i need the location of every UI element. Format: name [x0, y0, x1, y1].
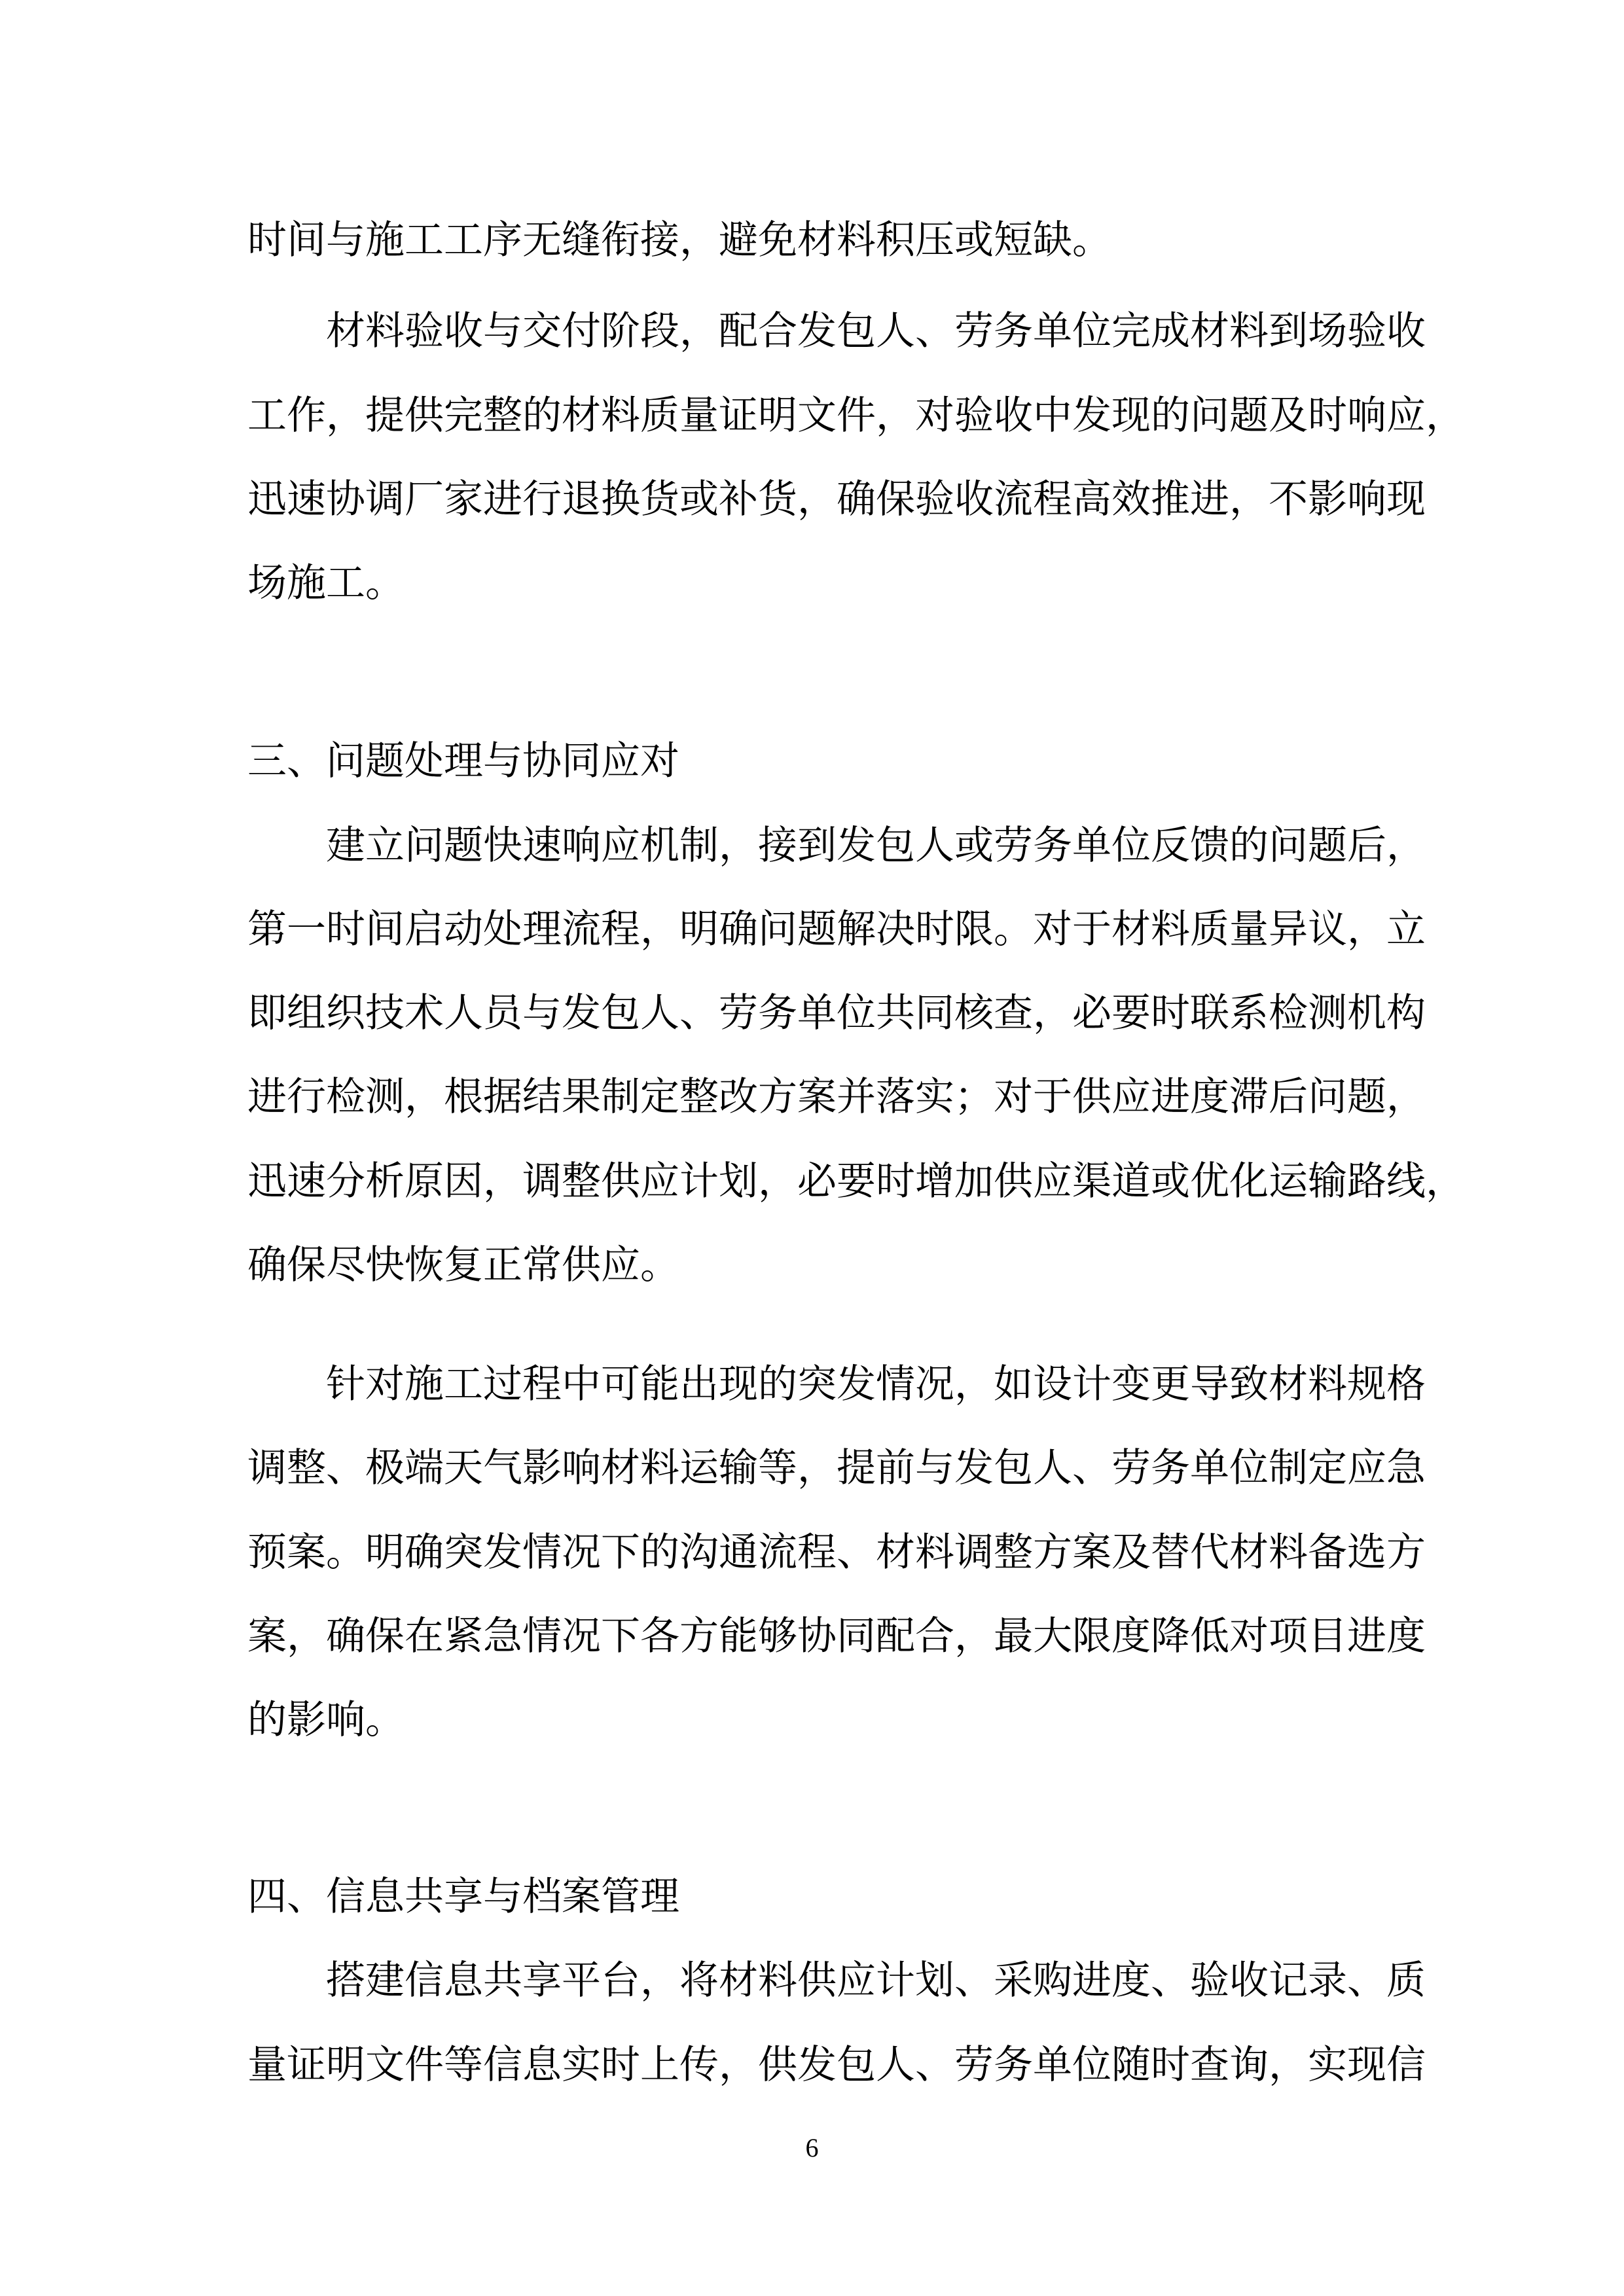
section-heading: 三、问题处理与协同应对	[247, 738, 679, 784]
paragraph-line: 针对施工过程中可能出现的突发情况，如设计变更导致材料规格	[326, 1361, 1426, 1407]
section-heading: 四、信息共享与档案管理	[247, 1874, 679, 1920]
paragraph-line: 工作，提供完整的材料质量证明文件，对验收中发现的问题及时响应，	[247, 393, 1465, 439]
paragraph-line: 即组织技术人员与发包人、劳务单位共同核查，必要时联系检测机构	[247, 990, 1426, 1036]
paragraph-line: 建立问题快速响应机制，接到发包人或劳务单位反馈的问题后，	[326, 823, 1426, 869]
paragraph-line: 迅速协调厂家进行退换货或补货，确保验收流程高效推进，不影响现	[247, 476, 1426, 522]
paragraph-line: 进行检测，根据结果制定整改方案并落实；对于供应进度滞后问题，	[247, 1074, 1426, 1120]
paragraph-line: 案，确保在紧急情况下各方能够协同配合，最大限度降低对项目进度	[247, 1613, 1426, 1659]
paragraph-line: 场施工。	[247, 560, 405, 606]
paragraph-line: 第一时间启动处理流程，明确问题解决时限。对于材料质量异议，立	[247, 906, 1426, 952]
paragraph-line: 时间与施工工序无缝衔接，避免材料积压或短缺。	[247, 217, 1111, 263]
page-number: 6	[805, 2133, 819, 2162]
paragraph-line: 材料验收与交付阶段，配合发包人、劳务单位完成材料到场验收	[326, 308, 1426, 354]
paragraph-line: 量证明文件等信息实时上传，供发包人、劳务单位随时查询，实现信	[247, 2042, 1426, 2088]
paragraph-line: 调整、极端天气影响材料运输等，提前与发包人、劳务单位制定应急	[247, 1445, 1426, 1491]
paragraph-line: 确保尽快恢复正常供应。	[247, 1242, 679, 1288]
paragraph-line: 的影响。	[247, 1697, 405, 1743]
paragraph-line: 搭建信息共享平台，将材料供应计划、采购进度、验收记录、质	[326, 1958, 1426, 2003]
paragraph-line: 预案。明确突发情况下的沟通流程、材料调整方案及替代材料备选方	[247, 1530, 1426, 1575]
paragraph-line: 迅速分析原因，调整供应计划，必要时增加供应渠道或优化运输路线，	[247, 1158, 1465, 1204]
